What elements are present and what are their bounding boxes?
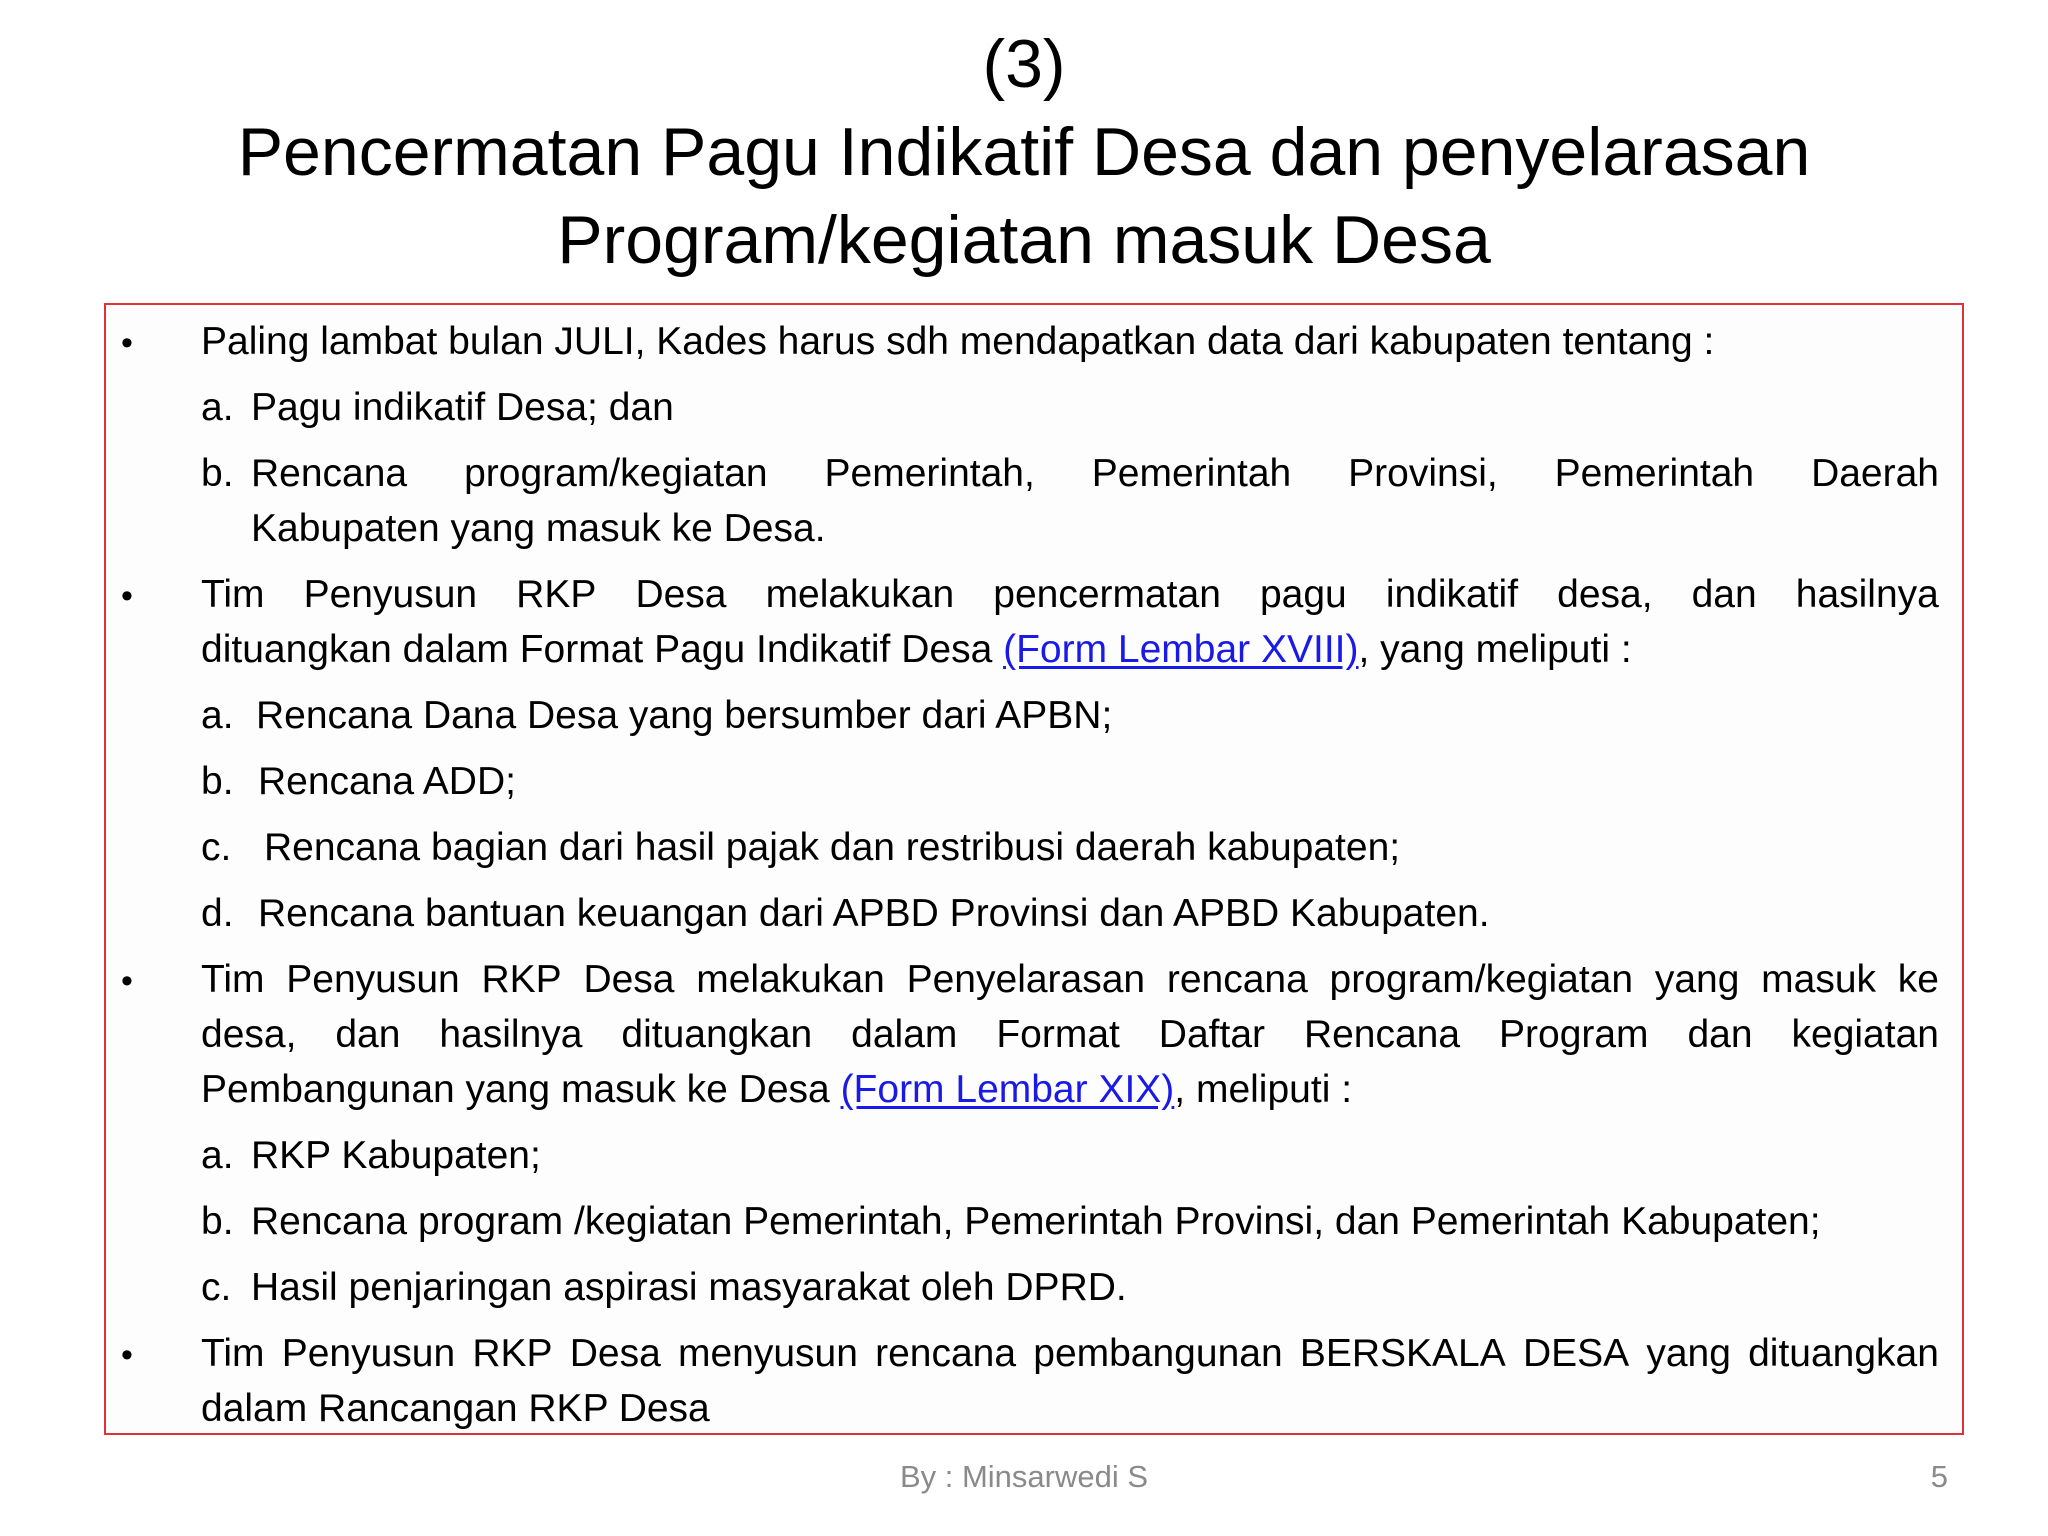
footer-author: By : Minsarwedi S [899,1459,1149,1494]
word: desa, [1557,573,1653,616]
word: dan [335,1013,401,1056]
form-lembar-xix-link[interactable]: (Form Lembar XIX) [840,1068,1175,1111]
word: Tim [201,1332,265,1375]
word: pembangunan [1033,1332,1283,1375]
word: dan [1687,1013,1753,1056]
section1-item-b-continuation: Kabupaten yang masuk ke Desa. [251,507,826,550]
word: desa, [201,1013,297,1056]
section3-line-3-pre: Pembangunan yang masuk ke Desa [201,1068,841,1111]
word: rencana [875,1332,1017,1375]
bullet-3: • [121,962,133,1000]
word: Desa [635,573,727,616]
section2-item-d [201,886,1490,941]
slide-title-number: (3) [982,26,1066,102]
word: Desa [583,958,675,1001]
list-item-text: Rencana program /kegiatan Pemerintah, Pemerintah Provinsi, dan Pemerintah Kabupaten; [251,1200,1821,1243]
word: hasilnya [439,1013,583,1056]
word: Penyelarasan [906,958,1146,1001]
list-item-text: Rencana Dana Desa yang bersumber dari APBN; [256,694,1113,737]
list-marker: a. [201,386,234,429]
word: yang [1646,1332,1731,1375]
section3-line-2 [201,1007,1939,1062]
section1-item-b-line [251,446,1939,501]
word: BERSKALA [1299,1332,1506,1375]
word: melakukan [696,958,885,1001]
word: RKP [516,573,597,616]
section3-item-a [201,1128,541,1183]
list-item-text: Rencana bagian dari hasil pajak dan restribusi daerah kabupaten; [264,826,1401,869]
list-item-text: Rencana bantuan keuangan dari APBD Provinsi dan APBD Kabupaten. [258,892,1490,935]
word: dituangkan [621,1013,813,1056]
section2-item-c [201,820,1400,875]
slide-title [0,20,2048,284]
list-marker: c. [201,1266,232,1309]
section2-line-1 [201,567,1939,622]
section4-line-2: dalam Rancangan RKP Desa [201,1387,710,1430]
form-lembar-xviii-link[interactable]: (Form Lembar XVIII) [1003,628,1359,671]
word: DESA [1522,1332,1630,1375]
word: Penyusun [281,1332,456,1375]
word: Daerah [1811,452,1939,495]
word: Penyusun [303,573,478,616]
word: Tim [201,958,265,1001]
word: dalam [851,1013,958,1056]
bullet-2: • [121,577,133,615]
section3-item-c [201,1260,1127,1315]
section1-text: Paling lambat bulan JULI, Kades harus sdh mendapatkan data dari kabupaten tentang : [201,320,1715,363]
list-item-text: Hasil penjaringan aspirasi masyarakat oleh DPRD. [251,1266,1127,1309]
word: pencermatan [993,573,1221,616]
word: Rencana [1303,1013,1461,1056]
list-marker: b. [201,1200,234,1243]
list-marker: b. [201,452,234,495]
list-marker: d. [201,892,234,935]
word: rencana [1166,958,1308,1001]
section4-line-1 [201,1326,1939,1381]
word: Format [996,1013,1120,1056]
word: RKP [481,958,562,1001]
section1-item-a [201,380,674,435]
word: Pemerintah [1091,452,1292,495]
word: Pemerintah [1554,452,1755,495]
word: Penyusun [286,958,460,1001]
slide-title-line-2: Program/kegiatan masuk Desa [557,202,1491,278]
slide-title-line-1: Pencermatan Pagu Indikatif Desa dan penyelarasan [237,114,1811,190]
list-marker: a. [201,1134,234,1177]
word: masuk [1761,958,1877,1001]
section1-item-b [201,446,1939,501]
word: melakukan [765,573,955,616]
word: dan [1691,573,1757,616]
bullet-4: • [121,1336,133,1374]
list-item-text: RKP Kabupaten; [251,1134,541,1177]
section2-item-a [201,688,1112,743]
section3-item-b [201,1194,1821,1249]
word: hasilnya [1795,573,1939,616]
section2-line-2 [201,622,1632,677]
section2-line-2-pre: dituangkan dalam Format Pagu Indikatif Desa [201,628,1004,671]
word: Pemerintah, [824,452,1035,495]
word: ke [1897,958,1939,1001]
word: program/kegiatan [1329,958,1634,1001]
bullet-1: • [121,324,133,362]
word: Program [1499,1013,1649,1056]
word: Provinsi, [1348,452,1498,495]
list-marker: a. [201,694,234,737]
page-number: 5 [1930,1459,1948,1494]
list-item-text: Rencana ADD; [258,760,516,803]
section3-line-3 [201,1062,1352,1117]
word: pagu [1259,573,1347,616]
word: Desa [569,1332,661,1375]
list-item-text: Pagu indikatif Desa; dan [251,386,674,429]
section3-line-3-post: , meliputi : [1174,1068,1353,1111]
section2-item-b [201,754,516,809]
word: Daftar [1158,1013,1265,1056]
word: program/kegiatan [464,452,768,495]
word: RKP [472,1332,553,1375]
list-marker: b. [201,760,234,803]
word: menyusun [678,1332,858,1375]
list-marker: c. [201,826,232,869]
word: indikatif [1385,573,1519,616]
section3-line-1 [201,952,1939,1007]
word: Rencana [251,452,408,495]
section2-line-2-post: , yang meliputi : [1358,628,1632,671]
word: yang [1654,958,1740,1001]
word: kegiatan [1791,1013,1939,1056]
word: Tim [201,573,265,616]
word: dituangkan [1748,1332,1939,1375]
